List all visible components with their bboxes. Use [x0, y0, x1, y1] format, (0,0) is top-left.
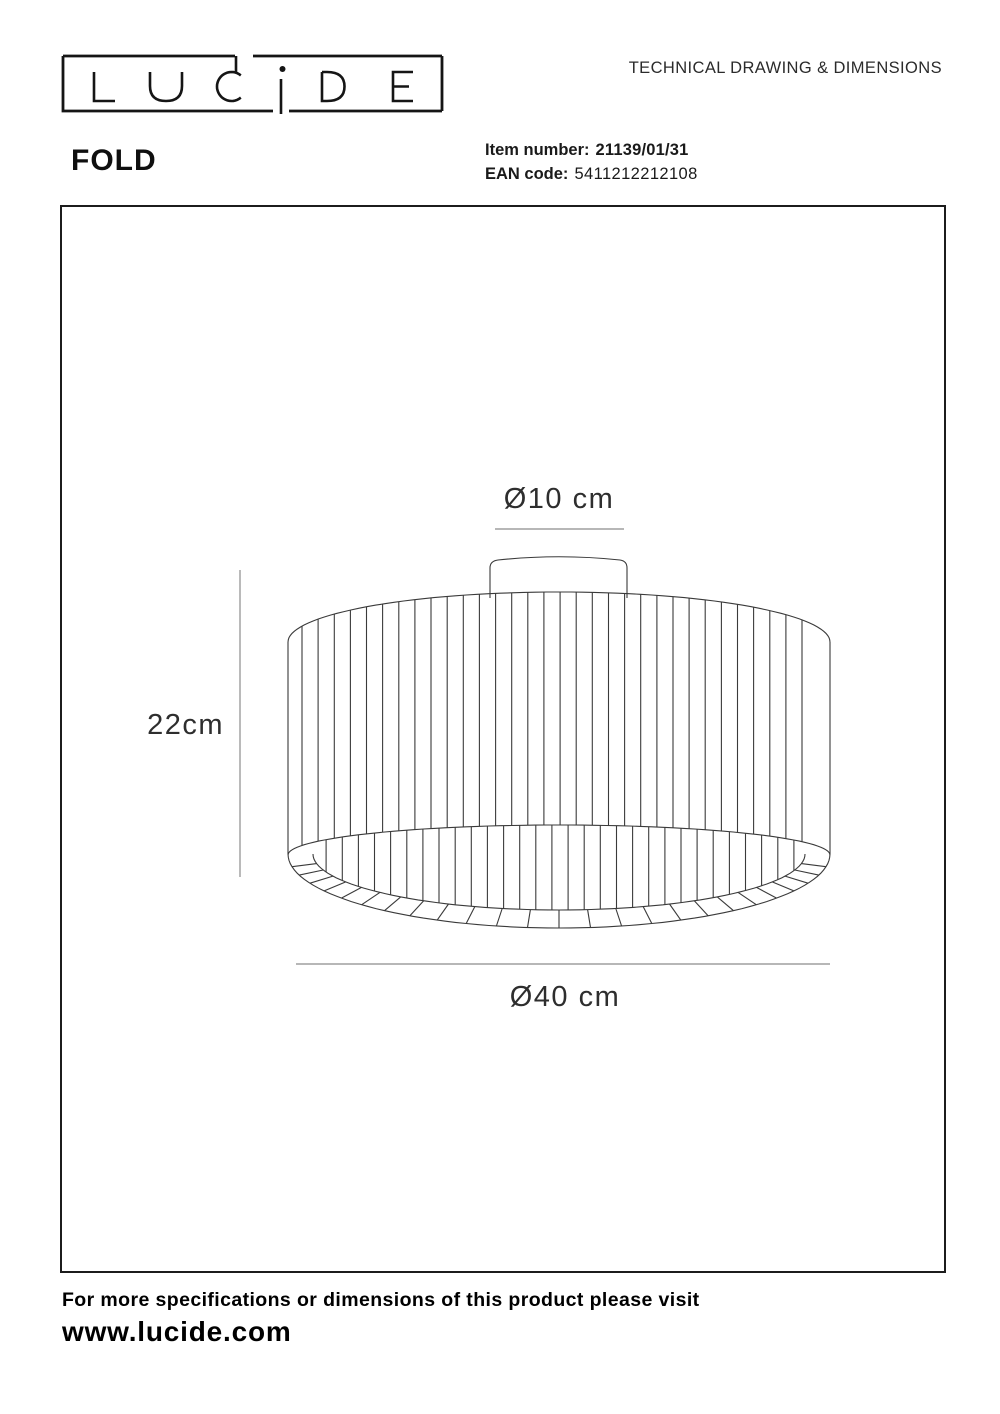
footer-text: For more specifications or dimensions of this product please visit: [62, 1289, 700, 1311]
lucide-logo-strokes: [63, 56, 442, 114]
page-title: TECHNICAL DRAWING & DIMENSIONS: [628, 59, 942, 77]
canopy-diameter-label: Ø10 cm: [503, 483, 615, 515]
item-number-label: Item number:: [485, 141, 590, 159]
ean-row: [485, 162, 698, 186]
ean-value: 5411212212108: [574, 165, 698, 183]
shade-diameter-label: Ø40 cm: [509, 981, 621, 1013]
dimension-lines: [240, 529, 830, 964]
item-number-value: 21139/01/31: [595, 141, 689, 159]
item-number-row: [485, 138, 698, 162]
ean-label: EAN code:: [485, 165, 569, 183]
website-link[interactable]: www.lucide.com: [62, 1316, 292, 1347]
lucide-logo: [60, 52, 446, 120]
footer: [62, 1289, 700, 1348]
logo-i-dot: [280, 66, 286, 72]
technical-drawing-frame: [60, 205, 946, 1273]
technical-drawing: [62, 207, 944, 1271]
height-label: 22cm: [147, 709, 224, 741]
product-name: FOLD: [71, 144, 157, 177]
ceiling-lamp-drawing: [288, 557, 830, 928]
product-codes: [485, 138, 698, 186]
